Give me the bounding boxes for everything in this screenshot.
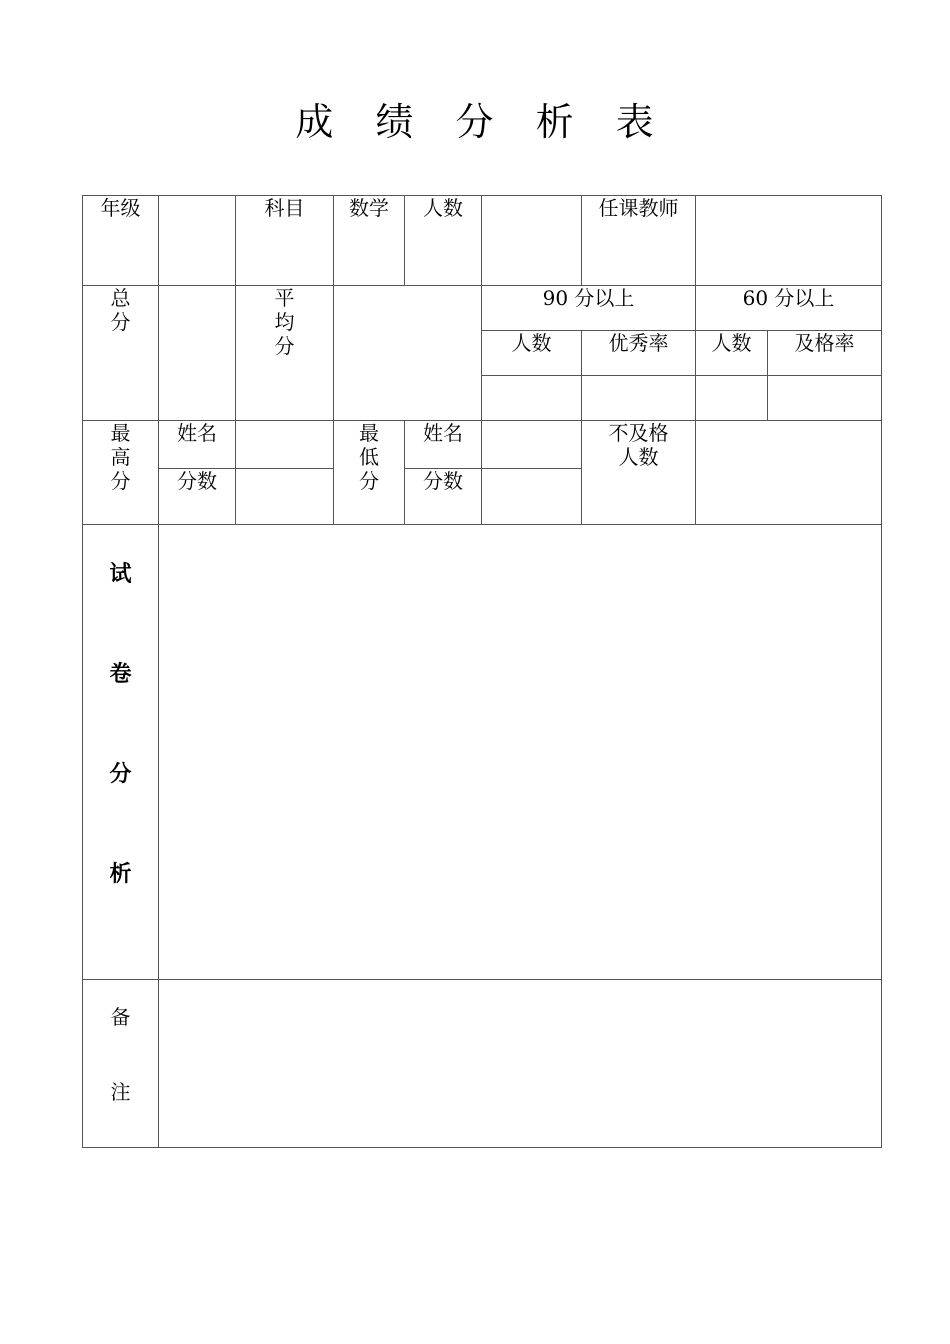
analysis-content-cell[interactable] [159, 525, 882, 980]
page-title: 成 绩 分 析 表 [295, 100, 669, 144]
average-label-cell [236, 286, 334, 421]
high-score-value-cell[interactable] [236, 469, 334, 525]
high-name-value-cell[interactable] [236, 421, 334, 469]
analysis-label: 试卷分析 [109, 562, 132, 887]
pass-rate-label: 及格率 [768, 331, 882, 376]
lowest-label: 最低分 [359, 421, 379, 493]
low-name-label: 姓名 [405, 421, 482, 469]
excellent-rate-label: 优秀率 [582, 331, 696, 376]
teacher-label: 任课教师 [582, 196, 696, 286]
total-value-cell[interactable] [159, 286, 236, 421]
table-row [83, 421, 882, 469]
count60-value-cell[interactable] [696, 376, 768, 421]
table-row [83, 980, 882, 1148]
fail-count-value-cell[interactable] [696, 421, 882, 525]
analysis-label-cell [83, 525, 159, 980]
fail-count-label-cell [582, 421, 696, 525]
highest-label-cell [83, 421, 159, 525]
low-name-value-cell[interactable] [482, 421, 582, 469]
remarks-content-cell[interactable] [159, 980, 882, 1148]
excellent-rate-value-cell[interactable] [582, 376, 696, 421]
low-score-value-cell[interactable] [482, 469, 582, 525]
count90-label: 人数 [482, 331, 582, 376]
above90-label: 90 分以上 [482, 286, 696, 331]
average-label: 平均分 [274, 286, 295, 358]
above60-label: 60 分以上 [696, 286, 882, 331]
average-value-cell[interactable] [334, 286, 482, 421]
remarks-label-cell [83, 980, 159, 1148]
total-label: 总分 [110, 286, 131, 334]
subject-label: 科目 [236, 196, 334, 286]
count90-value-cell[interactable] [482, 376, 582, 421]
fail-count-label: 不及格人数 [608, 421, 669, 469]
grade-label: 年级 [83, 196, 159, 286]
grade-analysis-table [82, 195, 882, 1148]
count60-label: 人数 [696, 331, 768, 376]
teacher-value-cell[interactable] [696, 196, 882, 286]
low-score-label: 分数 [405, 469, 482, 525]
lowest-label-cell [334, 421, 405, 525]
table-row [83, 286, 882, 331]
table-row [83, 196, 882, 286]
high-name-label: 姓名 [159, 421, 236, 469]
high-score-label: 分数 [159, 469, 236, 525]
highest-label: 最高分 [110, 421, 131, 493]
count-label: 人数 [405, 196, 482, 286]
count-value-cell[interactable] [482, 196, 582, 286]
pass-rate-value-cell[interactable] [768, 376, 882, 421]
subject-value: 数学 [334, 196, 405, 286]
total-label-cell [83, 286, 159, 421]
grade-value-cell[interactable] [159, 196, 236, 286]
remarks-label: 备注 [110, 1005, 131, 1104]
table-row [83, 525, 882, 980]
